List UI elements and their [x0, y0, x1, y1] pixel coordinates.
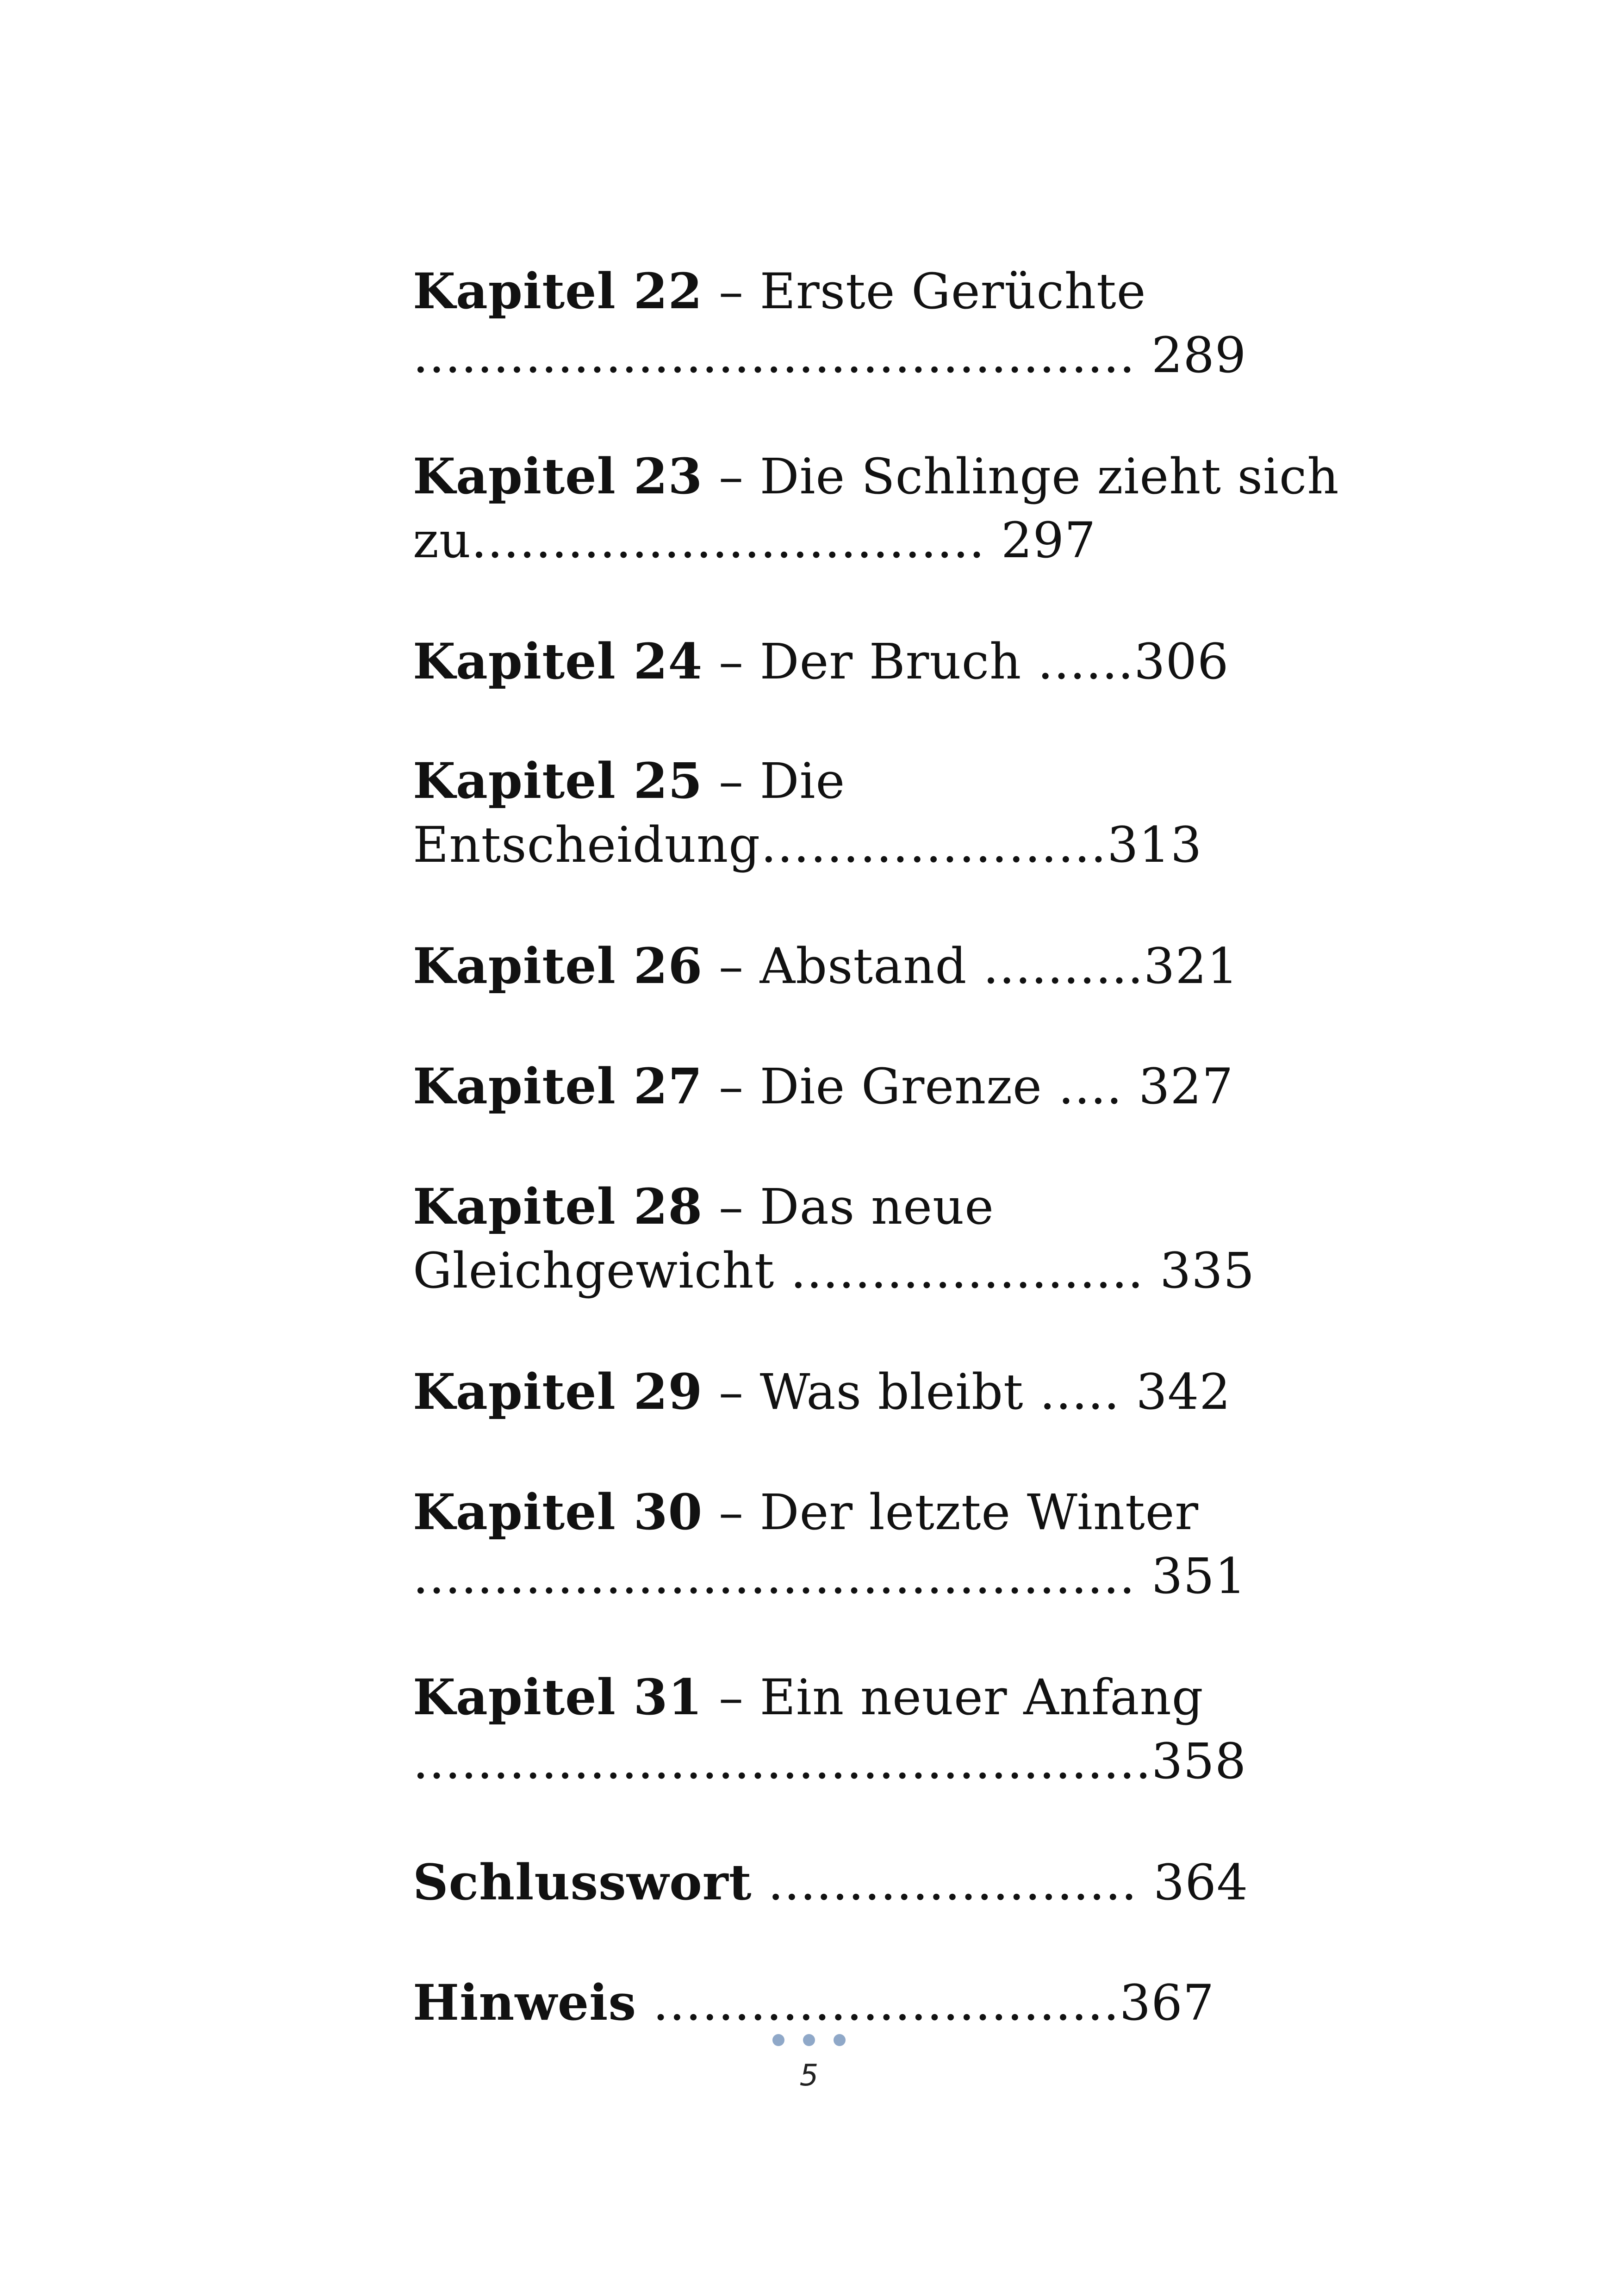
- toc-entry-kapitel-27[interactable]: [413, 1054, 1338, 1119]
- toc-entry-kapitel-22[interactable]: [413, 259, 1338, 387]
- toc-entry-page-line: Gleichgewicht ...................... 335: [413, 1242, 1255, 1299]
- chapter-label: Kapitel 31: [413, 1668, 703, 1726]
- dot-icon: [834, 2034, 846, 2046]
- toc-entry-heading: [413, 444, 1338, 509]
- chapter-label: Kapitel 27: [413, 1057, 703, 1115]
- page-footer: [0, 2034, 1618, 2094]
- chapter-title: – Die Grenze .... 327: [703, 1058, 1234, 1115]
- toc-entry-heading: [413, 1665, 1338, 1730]
- chapter-label: Kapitel 22: [413, 262, 703, 320]
- toc-entry-heading: [413, 259, 1338, 324]
- chapter-label: Hinweis: [413, 1973, 637, 2031]
- toc-entry-kapitel-28[interactable]: [413, 1175, 1338, 1303]
- chapter-label: Kapitel 28: [413, 1177, 703, 1235]
- chapter-label: Kapitel 26: [413, 937, 703, 995]
- chapter-title: – Ein neuer Anfang: [703, 1669, 1204, 1726]
- toc-entry-page-line: ............................................. 289: [413, 327, 1247, 384]
- toc-entry-heading: [413, 1850, 1338, 1915]
- chapter-label: Kapitel 30: [413, 1483, 703, 1541]
- chapter-title: – Das neue: [703, 1178, 994, 1235]
- toc-entry-kapitel-24[interactable]: [413, 629, 1338, 694]
- toc-entry-page-line: Entscheidung…………………313: [413, 816, 1202, 873]
- toc-entry-schlusswort[interactable]: [413, 1850, 1338, 1915]
- chapter-label: Kapitel 25: [413, 752, 703, 809]
- toc-entry-kapitel-25[interactable]: [413, 749, 1338, 877]
- toc-entry-kapitel-29[interactable]: [413, 1360, 1338, 1424]
- toc-entry-heading: [413, 749, 1338, 813]
- chapter-title: – Was bleibt ..... 342: [703, 1363, 1231, 1420]
- chapter-title: – Abstand ..........321: [703, 938, 1239, 995]
- toc-entry-heading: [413, 1971, 1338, 2035]
- dot-icon: [803, 2034, 815, 2046]
- chapter-label: Kapitel 24: [413, 632, 703, 690]
- toc-entry-hinweis[interactable]: [413, 1971, 1338, 2035]
- dot-icon: [772, 2034, 784, 2046]
- toc-entry-heading: [413, 1175, 1338, 1239]
- chapter-title: – Die Schlinge zieht sich: [703, 448, 1339, 505]
- toc-entry-heading: [413, 1360, 1338, 1424]
- chapter-label: Kapitel 23: [413, 447, 703, 505]
- toc-entry-page-line: zu................................ 297: [413, 512, 1096, 569]
- toc-entry-heading: [413, 1054, 1338, 1119]
- chapter-title: – Der Bruch ......306: [703, 633, 1229, 690]
- chapter-title: ....................... 364: [752, 1854, 1249, 1911]
- chapter-title: – Der letzte Winter: [703, 1484, 1199, 1541]
- chapter-title: – Die: [703, 753, 846, 809]
- toc-entry-page-line: ............................................. 351: [413, 1548, 1247, 1605]
- chapter-title: …..........................367: [636, 1974, 1215, 2031]
- decorative-dots: [763, 2034, 855, 2048]
- toc-entry-kapitel-23[interactable]: [413, 444, 1338, 572]
- toc-entry-page-line: ..............................................358: [413, 1733, 1247, 1790]
- chapter-label: Schlusswort: [413, 1853, 752, 1911]
- toc-entry-heading: [413, 629, 1338, 694]
- toc-entry-kapitel-30[interactable]: [413, 1480, 1338, 1608]
- toc-entry-kapitel-31[interactable]: [413, 1665, 1338, 1793]
- chapter-label: Kapitel 29: [413, 1363, 703, 1420]
- toc-entry-heading: [413, 1480, 1338, 1544]
- page-number: 5: [799, 2059, 819, 2093]
- toc-entry-kapitel-26[interactable]: [413, 934, 1338, 998]
- chapter-title: – Erste Gerüchte: [703, 263, 1146, 320]
- toc-entry-heading: [413, 934, 1338, 998]
